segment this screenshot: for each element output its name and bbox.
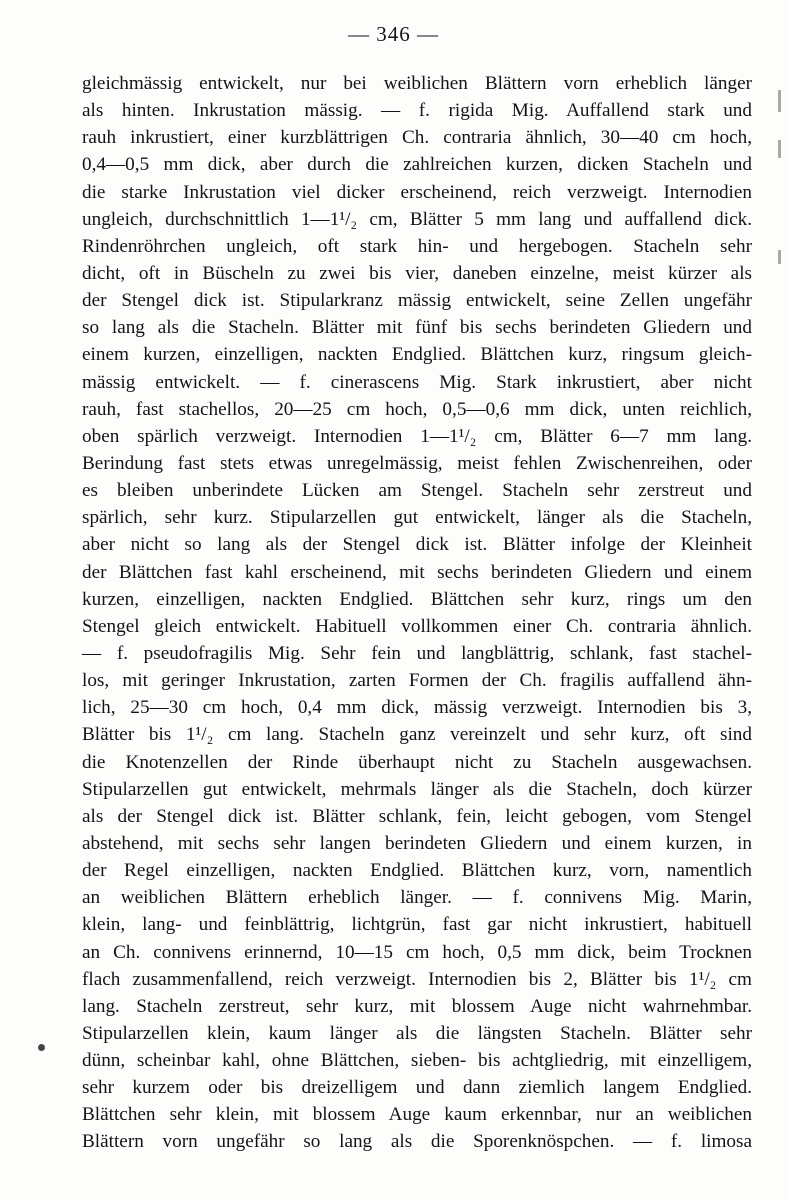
body-text — [82, 70, 752, 1156]
text-line: als der Stengel dick ist. Blätter schlank, fein, leicht gebogen, vom Stengel — [82, 805, 752, 827]
text-line: flach zusammenfallend, reich verzweigt. Internodien bis 2, Blätter bis 1¹/₂ cm — [82, 968, 752, 990]
text-line: aber nicht so lang als der Stengel dick ist. Blätter infolge der Kleinheit — [82, 534, 752, 556]
text-line: dicht, oft in Büscheln zu zwei bis vier, daneben einzelne, meist kürzer als — [82, 262, 752, 284]
text-line: Stipularzellen klein, kaum länger als die längsten Stacheln. Blätter sehr — [82, 1022, 752, 1044]
text-line: Blätter bis 1¹/₂ cm lang. Stacheln ganz vereinzelt und sehr kurz, oft sind — [82, 724, 752, 746]
text-line: als hinten. Inkrustation mässig. — f. rigida Mig. Auffallend stark und — [82, 100, 752, 122]
text-line: es bleiben unberindete Lücken am Stengel. Stacheln sehr zerstreut und — [82, 480, 752, 502]
text-line: Blättchen sehr klein, mit blossem Auge kaum erkennbar, nur an weiblichen — [82, 1104, 752, 1126]
text-line: der Regel einzelligen, nackten Endglied. Blättchen kurz, vorn, namentlich — [82, 860, 752, 882]
text-line: sehr kurzem oder bis dreizelligem und dann ziemlich langem Endglied. — [82, 1077, 752, 1099]
text-line: an Ch. connivens erinnernd, 10—15 cm hoch, 0,5 mm dick, beim Trocknen — [82, 941, 752, 963]
text-line: abstehend, mit sechs sehr langen berindeten Gliedern und einem kurzen, in — [82, 832, 752, 854]
text-line: — f. pseudofragilis Mig. Sehr fein und langblättrig, schlank, fast stachel- — [82, 642, 752, 664]
scan-edge-mark — [778, 140, 781, 158]
text-line: rauh inkrustiert, einer kurzblättrigen Ch. contraria ähnlich, 30—40 cm hoch, — [82, 127, 752, 149]
text-line: der Blättchen fast kahl erscheinend, mit sechs berindeten Gliedern und einem — [82, 561, 752, 583]
text-line: Stipularzellen gut entwickelt, mehrmals länger als die Stacheln, doch kürzer — [82, 778, 752, 800]
text-line: die starke Inkrustation viel dicker erscheinend, reich verzweigt. Internodien — [82, 181, 752, 203]
text-line: mässig entwickelt. — f. cinerascens Mig. Stark inkrustiert, aber nicht — [82, 371, 752, 393]
text-line: lang. Stacheln zerstreut, sehr kurz, mit blossem Auge nicht wahrnehmbar. — [82, 995, 752, 1017]
text-line: kurzen, einzelligen, nackten Endglied. Blättchen sehr kurz, rings um den — [82, 588, 752, 610]
scan-edge-mark — [778, 90, 781, 112]
text-line: so lang als die Stacheln. Blätter mit fünf bis sechs berindeten Gliedern und — [82, 317, 752, 339]
text-line: Rindenröhrchen ungleich, oft stark hin- und hergebogen. Stacheln sehr — [82, 235, 752, 257]
text-line: dünn, scheinbar kahl, ohne Blättchen, sieben- bis achtgliedrig, mit einzelligem, — [82, 1050, 752, 1072]
text-line: gleichmässig entwickelt, nur bei weiblichen Blättern vorn erheblich länger — [82, 73, 752, 94]
text-line: an weiblichen Blättern erheblich länger. — f. connivens Mig. Marin, — [82, 887, 752, 909]
text-line: Stengel gleich entwickelt. Habituell vollkommen einer Ch. contraria ähnlich. — [82, 615, 752, 637]
text-line: oben spärlich verzweigt. Internodien 1—1¹/₂ cm, Blätter 6—7 mm lang. — [82, 425, 752, 447]
text-line: einem kurzen, einzelligen, nackten Endglied. Blättchen kurz, ringsum gleich- — [82, 344, 752, 366]
text-line: die Knotenzellen der Rinde überhaupt nicht zu Stacheln ausgewachsen. — [82, 751, 752, 773]
text-line: ungleich, durchschnittlich 1—1¹/₂ cm, Blätter 5 mm lang und auffallend dick. — [82, 208, 752, 230]
text-line: Berindung fast stets etwas unregelmässig, meist fehlen Zwischenreihen, oder — [82, 452, 752, 474]
text-line: der Stengel dick ist. Stipularkranz mässig entwickelt, seine Zellen ungefähr — [82, 290, 752, 312]
scan-speck — [38, 1044, 45, 1051]
text-line: klein, lang- und feinblättrig, lichtgrün, fast gar nicht inkrustiert, habituell — [82, 914, 752, 936]
scan-edge-mark — [778, 250, 781, 264]
text-line: spärlich, sehr kurz. Stipularzellen gut entwickelt, länger als die Stacheln, — [82, 507, 752, 529]
text-line: lich, 25—30 cm hoch, 0,4 mm dick, mässig verzweigt. Internodien bis 3, — [82, 697, 752, 719]
text-line: los, mit geringer Inkrustation, zarten Formen der Ch. fragilis auffallend ähn- — [82, 670, 752, 692]
text-line: 0,4—0,5 mm dick, aber durch die zahlreichen kurzen, dicken Stacheln und — [82, 154, 752, 176]
text-line: rauh, fast stachellos, 20—25 cm hoch, 0,5—0,6 mm dick, unten reichlich, — [82, 398, 752, 420]
text-line: Blättern vorn ungefähr so lang als die Sporenknöspchen. — f. limosa — [82, 1131, 752, 1153]
page-number: — 346 — — [348, 22, 439, 46]
